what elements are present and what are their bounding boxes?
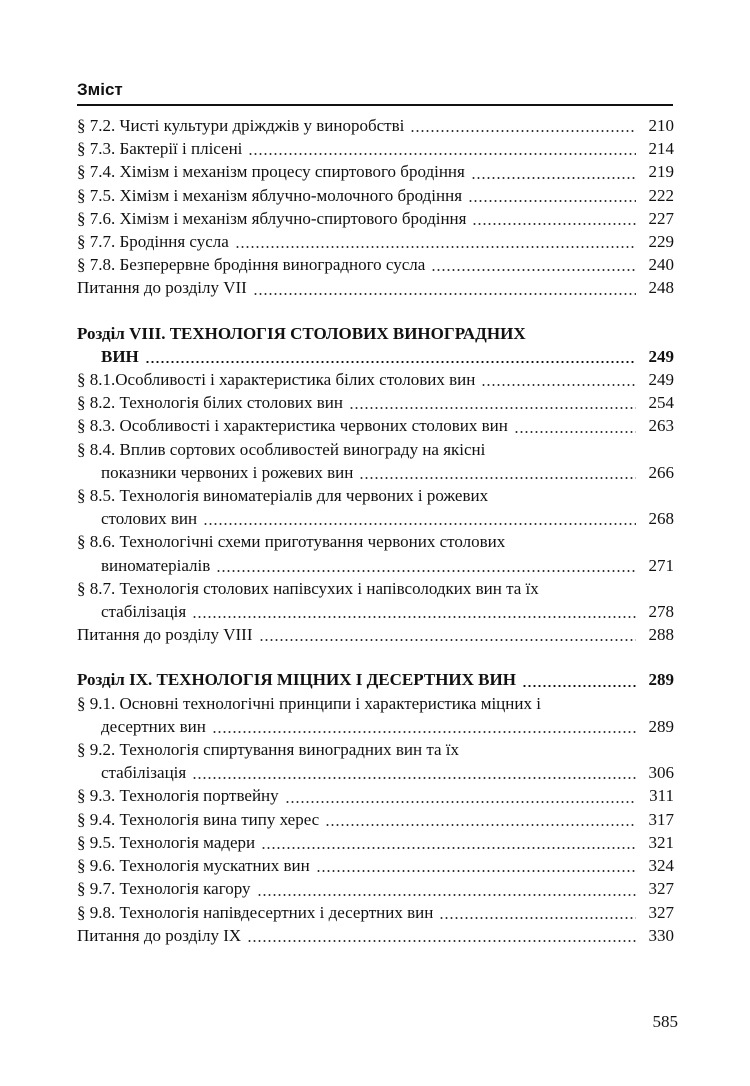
dot-leader [431,269,636,271]
chapter-8-title-line2[interactable] [77,345,674,368]
toc-entry-page: 210 [648,116,674,135]
toc-entry-page: 229 [648,232,674,252]
dot-leader [253,293,636,295]
toc-entry-page: 214 [648,139,674,159]
dot-leader [247,940,636,942]
toc-entry-title: § 9.3. Технологія портвейну [77,786,279,806]
dot-leader [410,130,636,132]
toc-entry-7-8[interactable] [77,253,674,276]
toc-entry-title: стабілізація [101,763,187,783]
toc-entry-9-2-line1[interactable]: § 9.2. Технологія спиртування виноградних вин та їх [77,740,459,760]
toc-entry-page: 311 [649,786,674,806]
toc-entry-questions-8[interactable] [77,623,674,646]
dot-leader [285,801,636,803]
toc-entry-8-4-line1[interactable]: § 8.4. Вплив сортових особливостей винограду на якісні [77,439,486,459]
toc-entry-page: 324 [648,856,674,876]
dot-leader [472,223,636,225]
toc-entry-9-1-line1[interactable]: § 9.1. Основні технологічні принципи і характеристика міцних і [77,693,541,713]
dot-leader [235,246,636,248]
toc-entry-title: Питання до розділу IX [77,925,242,945]
dot-leader [257,894,636,896]
toc-entry-8-7[interactable] [77,600,674,623]
toc-entry-8-4[interactable] [77,461,674,484]
toc-entry-page: 327 [648,902,674,922]
toc-entry-9-3[interactable] [77,784,674,807]
toc-entry-8-2[interactable] [77,391,674,414]
running-header-title: Зміст [77,80,123,99]
toc-entry-title: § 7.6. Хімізм і механізм яблучно-спиртового бродіння [77,208,467,228]
dot-leader [248,153,636,155]
section-gap [77,300,674,322]
chapter-9-title[interactable] [77,668,674,691]
toc-entry-title: показники червоних і рожевих вин [101,462,354,482]
dot-leader [145,361,636,363]
dot-leader [316,870,636,872]
toc-entry-9-4[interactable] [77,808,674,831]
toc-entry-title: § 7.7. Бродіння сусла [77,232,229,252]
toc-entry-questions-7[interactable] [77,276,674,299]
toc-entry-9-8[interactable] [77,901,674,924]
toc-entry-8-6-line1[interactable]: § 8.6. Технологічні схеми приготування червоних столових [77,532,506,552]
toc-entry-title: § 9.8. Технологія напівдесертних і десертних вин [77,902,434,922]
dot-leader [212,731,636,733]
toc-entry-title: § 7.8. Безперервне бродіння виноградного сусла [77,255,426,275]
toc-entry-title: § 9.7. Технологія кагору [77,879,251,899]
dot-leader [522,685,636,687]
dot-leader [481,384,636,386]
toc-entry-page: 278 [648,602,674,622]
chapter-page: 249 [648,346,674,366]
toc-entry-page: 321 [648,832,674,852]
toc-entry-title: § 7.5. Хімізм і механізм яблучно-молочного бродіння [77,185,463,205]
dot-leader [359,477,636,479]
toc-entry-8-1[interactable] [77,368,674,391]
toc-entry-page: 263 [648,416,674,436]
dot-leader [439,917,636,919]
toc-entry-7-7[interactable] [77,230,674,253]
toc-entry-questions-9[interactable] [77,924,674,947]
toc-entry-8-7-line1[interactable]: § 8.7. Технологія столових напівсухих і напівсолодких вин та їх [77,578,539,598]
toc-entry-7-4[interactable] [77,160,674,183]
chapter-title: Розділ IX. ТЕХНОЛОГІЯ МІЦНИХ І ДЕСЕРТНИХ ВИН [77,670,516,690]
toc-entry-page: 219 [648,162,674,182]
toc-entry-8-5[interactable] [77,507,674,530]
toc-entry-title: § 9.5. Технологія мадери [77,832,256,852]
toc-entry-8-6[interactable] [77,554,674,577]
toc-entry-page: 266 [648,462,674,482]
toc-entry-title: § 7.4. Хімізм і механізм процесу спиртового бродіння [77,162,465,182]
toc-entry-page: 249 [648,370,674,390]
toc-entry-9-1[interactable] [77,715,674,738]
dot-leader [192,616,636,618]
toc-entry-title: десертних вин [101,716,206,736]
dot-leader [325,824,636,826]
toc-entry-page: 222 [648,185,674,205]
toc-entry-7-5[interactable] [77,184,674,207]
toc-entry-page: 330 [648,925,674,945]
toc-entry-title: Питання до розділу VIII [77,625,253,645]
section-gap [77,646,674,668]
toc-entry-page: 254 [648,393,674,413]
toc-entry-page: 289 [648,716,674,736]
toc-entry-title: стабілізація [101,602,187,622]
toc-entry-title: виноматеріалів [101,555,211,575]
dot-leader [349,407,636,409]
toc-entry-page: 240 [648,255,674,275]
toc-entry-7-2[interactable] [77,114,674,137]
chapter-8-title-line1[interactable]: Розділ VIII. ТЕХНОЛОГІЯ СТОЛОВИХ ВИНОГРАДНИХ [77,323,526,343]
dot-leader [216,570,636,572]
chapter-title-continuation: ВИН [101,346,139,366]
dot-leader [192,777,636,779]
running-header [77,80,673,106]
toc-entry-8-5-line1[interactable]: § 8.5. Технологія виноматеріалів для червоних і рожевих [77,486,489,506]
page-number: 585 [652,1012,678,1031]
toc-entry-page: 327 [648,879,674,899]
toc-entry-title: § 8.2. Технологія білих столових вин [77,393,343,413]
dot-leader [514,431,636,433]
toc-entry-9-6[interactable] [77,854,674,877]
toc-entry-title: § 8.1.Особливості і характеристика білих столових вин [77,370,476,390]
toc-entry-title: § 7.2. Чисті культури дріжджів у виноробстві [77,116,405,135]
toc-entry-title: Питання до розділу VII [77,278,247,298]
toc-entry-7-6[interactable] [77,207,674,230]
toc-entry-title: § 7.3. Бактерії і плісені [77,139,243,159]
dot-leader [261,847,636,849]
toc-entry-page: 288 [648,625,674,645]
toc-entry-title: столових вин [101,509,198,529]
toc-entry-8-3[interactable] [77,414,674,437]
dot-leader [259,639,637,641]
dot-leader [471,177,636,179]
toc-entry-7-3[interactable] [77,137,674,160]
toc-entry-9-7[interactable] [77,877,674,900]
toc-entry-title: § 9.4. Технологія вина типу херес [77,809,320,829]
toc-entry-page: 317 [648,809,674,829]
dot-leader [203,523,636,525]
toc-entry-page: 227 [648,208,674,228]
toc-entry-page: 306 [648,763,674,783]
chapter-page: 289 [648,670,674,690]
table-of-contents [77,114,674,947]
toc-entry-title: § 8.3. Особливості і характеристика червоних столових вин [77,416,508,436]
toc-entry-page: 271 [648,555,674,575]
toc-entry-9-2[interactable] [77,761,674,784]
toc-entry-page: 248 [648,278,674,298]
dot-leader [468,200,636,202]
toc-entry-title: § 9.6. Технологія мускатних вин [77,856,310,876]
toc-entry-page: 268 [648,509,674,529]
toc-entry-9-5[interactable] [77,831,674,854]
